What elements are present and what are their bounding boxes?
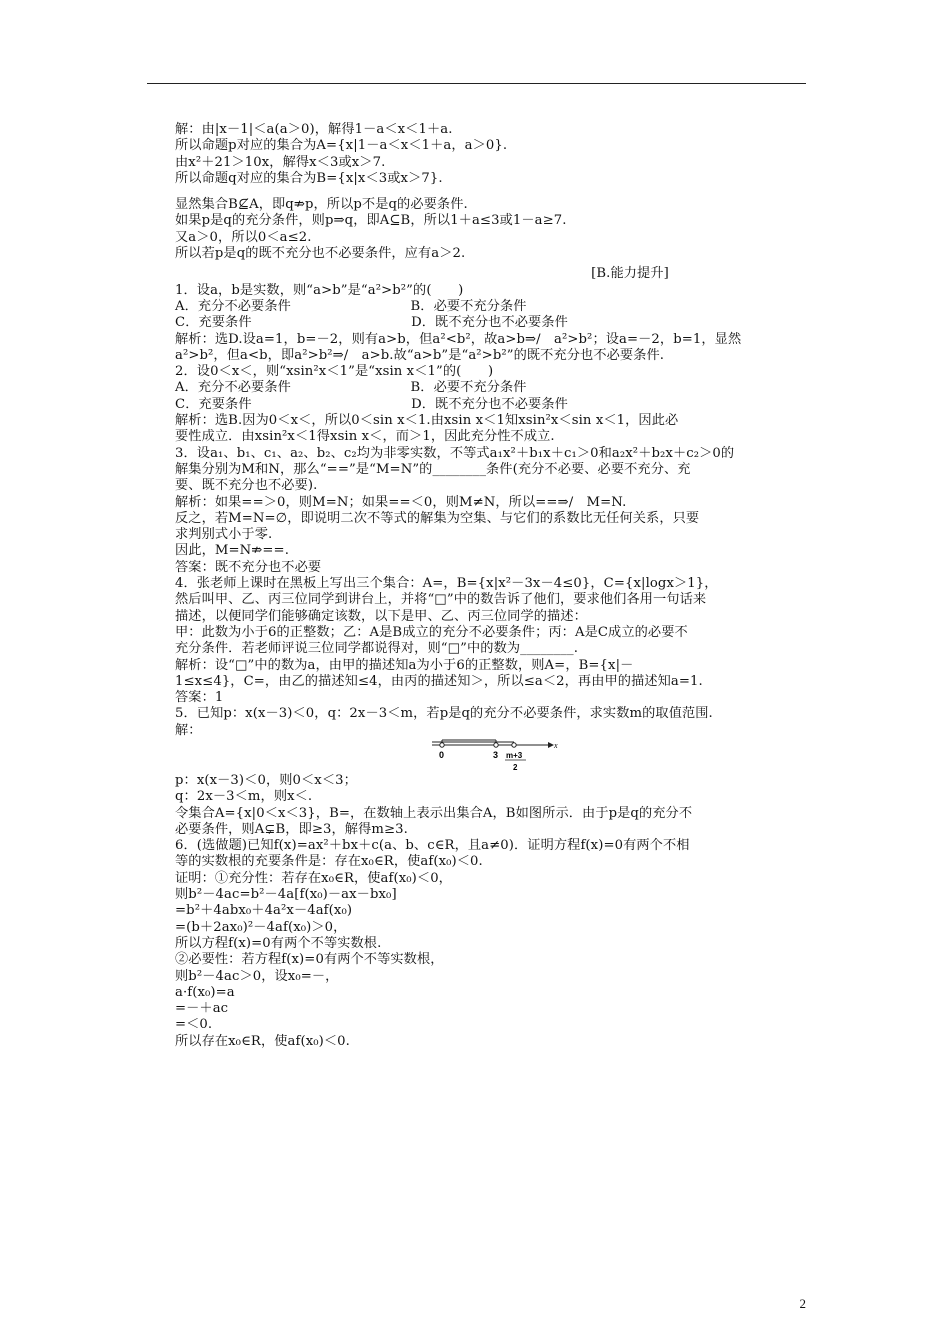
text-line: =＜0. xyxy=(175,1017,213,1033)
tick-label-3: 3 xyxy=(493,749,499,760)
text-line: 解析：设“□”中的数为a，由甲的描述知a为小于6的正整数，则A=，B={x|－ xyxy=(175,657,634,673)
document-body xyxy=(175,122,815,1050)
open-point-0 xyxy=(440,743,444,747)
section-heading: [B.能力提升] xyxy=(591,266,669,282)
text-line: p：x(x－3)＜0，则0＜x＜3； xyxy=(175,772,357,788)
text-line: 甲：此数为小于6的正整数；乙：A是B成立的充分不必要条件；丙：A是C成立的必要不 xyxy=(175,624,688,640)
open-point-3 xyxy=(494,743,498,747)
question-1: 1．设a，b是实数，则“a>b”是“a²>b²”的( ) xyxy=(175,282,464,298)
number-line-figure xyxy=(175,739,815,773)
text-line: a²>b²，但a<b，即a²>b²⇒/ a>b.故“a>b”是“a²>b²”的既不充分也不必要条件. xyxy=(175,347,665,363)
option-line: C．充要条件 D．既不充分也不必要条件 xyxy=(175,315,568,331)
text-line: =(b＋2ax₀)²－4af(x₀)＞0， xyxy=(175,919,347,935)
text-line: 要性成立．由xsin²x＜1得xsin x＜，而＞1，因此充分性不成立. xyxy=(175,429,555,445)
text-line: 要、既不充分也不必要). xyxy=(175,478,318,494)
tick-label-m3: m+3 xyxy=(506,750,523,760)
question-3: 3．设a₁、b₁、c₁、a₂、b₂、c₂均为非零实数，不等式a₁x²＋b₁x＋c₁＞0和a₂x²＋b₂x＋c₂＞0的 xyxy=(175,445,735,461)
text-line: q：2x－3＜m，则x＜. xyxy=(175,789,313,805)
text-line: 证明：①充分性：若存在x₀∈R，使af(x₀)＜0， xyxy=(175,870,452,886)
page-number: 2 xyxy=(799,1296,806,1311)
text-line: 解析：选D.设a=1，b=－2，则有a>b，但a²<b²，故a>b⇒/ a²>b²；设a=－2，b=1，显然 xyxy=(175,331,742,347)
text-line: 所以命题p对应的集合为A={x|1－a＜x＜1＋a，a＞0}. xyxy=(175,138,508,154)
text-line: a·f(x₀)=a xyxy=(175,984,235,1000)
text-line: =－＋ac xyxy=(175,1001,229,1017)
text-line: 又a＞0，所以0＜a≤2. xyxy=(175,229,312,245)
tick-label-2: 2 xyxy=(513,762,518,772)
text-line: 所以存在x₀∈R，使af(x₀)＜0. xyxy=(175,1033,350,1049)
number-line-svg xyxy=(430,739,560,773)
axis-label-x: x xyxy=(554,740,558,750)
open-point-m xyxy=(512,743,516,747)
text-line: 解析：如果==＞0，则M=N；如果==＜0，则M≠N，所以==⇒/ M=N. xyxy=(175,494,627,510)
text-line: 解集分别为M和N，那么“==”是“M=N”的________条件(充分不必要、必要不充分、充 xyxy=(175,461,691,477)
text-line: =b²＋4abx₀＋4a²x－4af(x₀) xyxy=(175,903,353,919)
text-line: 必要条件，则A⊊B，即≥3，解得m≥3. xyxy=(175,821,408,837)
text-line: 如果p是q的充分条件，则p⇒q，即A⊆B，所以1＋a≤3或1－a≥7. xyxy=(175,213,567,229)
text-line: 解析：选B.因为0＜x＜，所以0＜sin x＜1.由xsin x＜1知xsin²x＜sin x＜1，因此必 xyxy=(175,413,679,429)
answer-line: 答案：既不充分也不必要 xyxy=(175,559,322,575)
question-4: 4．张老师上课时在黑板上写出三个集合：A=，B={x|x²－3x－4≤0}，C={x|logx＞1}， xyxy=(175,576,718,592)
text-line: 显然集合B⊈A，即q⇏p，所以p不是q的必要条件. xyxy=(175,197,468,213)
text-line: 解：由|x－1|＜a(a＞0)，解得1－a＜x＜1＋a. xyxy=(175,122,453,137)
question-2: 2．设0＜x＜，则“xsin²x＜1”是“xsin x＜1”的( ) xyxy=(175,364,494,380)
text-line: 则b²－4ac＞0，设x₀=－， xyxy=(175,968,339,984)
text-line: 因此，M=N⇏==. xyxy=(175,543,289,559)
text-line: 解： xyxy=(175,722,202,738)
text-line: 由x²＋21＞10x，解得x＜3或x＞7. xyxy=(175,154,386,170)
text-line: 等的实数根的充要条件是：存在x₀∈R，使af(x₀)＜0. xyxy=(175,854,483,870)
text-line: 所以方程f(x)=0有两个不等实数根. xyxy=(175,935,382,951)
tick-label-0: 0 xyxy=(439,749,445,760)
text-line: 所以命题q对应的集合为B={x|x＜3或x＞7}. xyxy=(175,170,443,186)
question-6: 6．(选做题)已知f(x)=ax²＋bx＋c(a、b、c∈R，且a≠0)．证明方程f(x)=0有两个不相 xyxy=(175,838,690,854)
question-5: 5．已知p：x(x－3)＜0，q：2x－3＜m，若p是q的充分不必要条件，求实数m的取值范围. xyxy=(175,706,713,722)
header-rule xyxy=(147,83,806,84)
text-line: 所以若p是q的既不充分也不必要条件，应有a＞2. xyxy=(175,246,466,262)
text-line: 描述，以便同学们能够确定该数，以下是甲、乙、丙三位同学的描述： xyxy=(175,608,587,624)
text-line: 1≤x≤4}，C=，由乙的描述知≤4，由丙的描述知＞，所以≤a＜2，再由甲的描述知a=1. xyxy=(175,673,703,689)
text-line: 令集合A={x|0＜x＜3}，B=，在数轴上表示出集合A，B如图所示．由于p是q的充分不 xyxy=(175,805,693,821)
option-line: A．充分不必要条件 B．必要不充分条件 xyxy=(175,380,527,396)
text-line: 求判别式小于零. xyxy=(175,527,273,543)
option-line: A．充分不必要条件 B．必要不充分条件 xyxy=(175,298,527,314)
option-line: C．充要条件 D．既不充分也不必要条件 xyxy=(175,396,568,412)
text-line: 然后叫甲、乙、丙三位同学到讲台上，并将“□”中的数告诉了他们，要求他们各用一句话来 xyxy=(175,592,707,608)
text-line: 充分条件．若老师评说三位同学都说得对，则“□”中的数为________. xyxy=(175,641,578,657)
text-line: 则b²－4ac=b²－4a[f(x₀)－ax－bx₀] xyxy=(175,887,397,903)
answer-line: 答案：1 xyxy=(175,690,224,706)
text-line: 反之，若M=N=∅，即说明二次不等式的解集为空集、与它们的系数比无任何关系，只要 xyxy=(175,510,700,526)
text-line: ②必要性：若方程f(x)=0有两个不等实数根， xyxy=(175,952,444,968)
